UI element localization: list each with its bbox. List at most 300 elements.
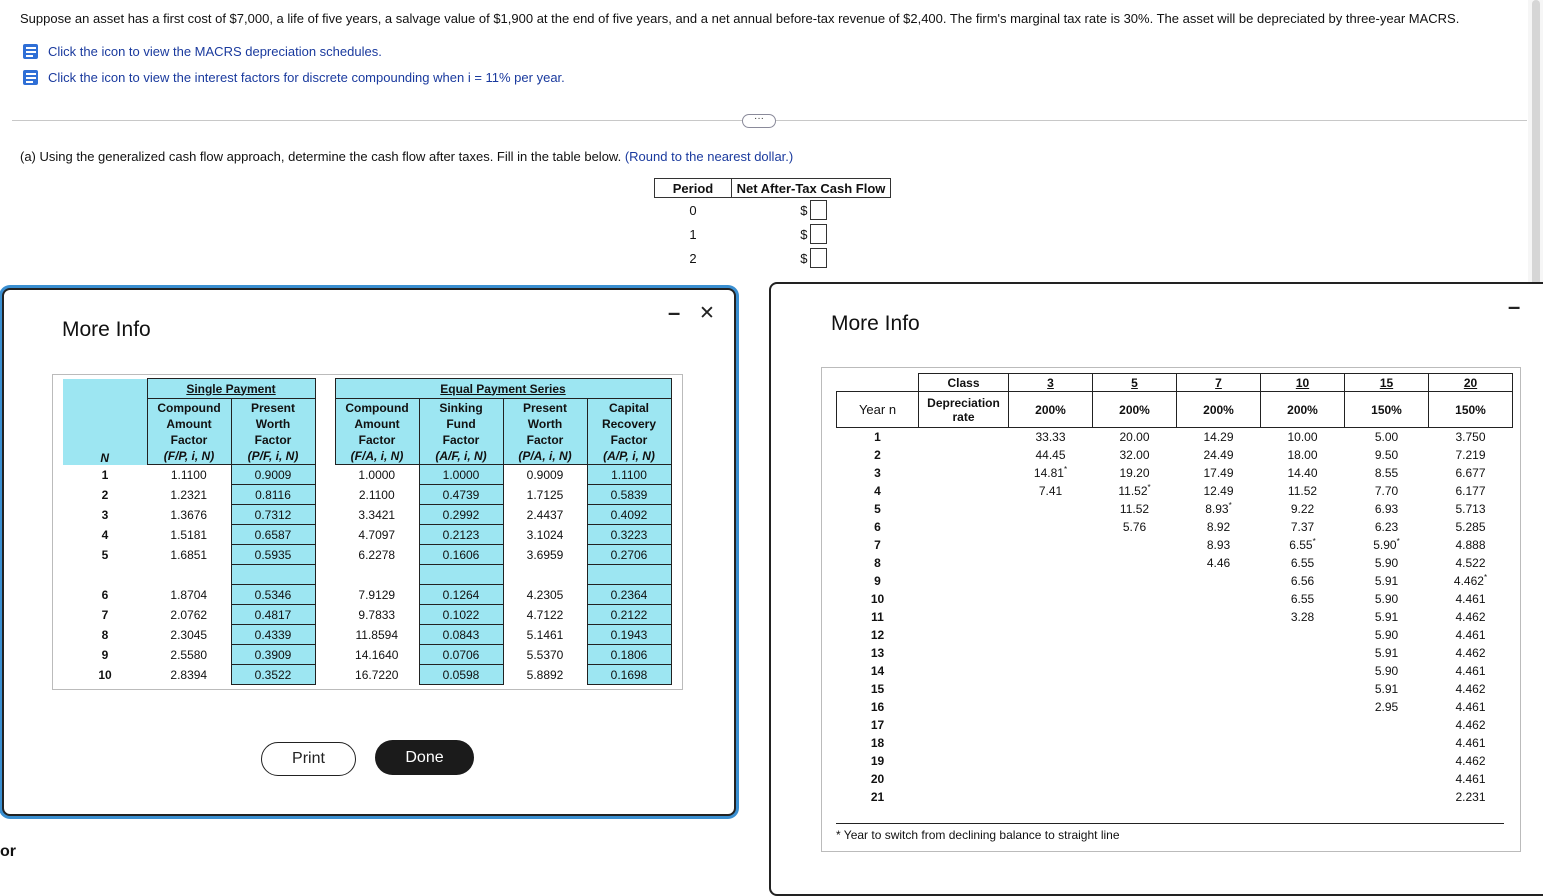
rate-cell: 9.50	[1374, 447, 1399, 462]
table-row	[837, 626, 1513, 644]
year-cell: 19	[870, 753, 885, 768]
print-button[interactable]: Print	[261, 742, 356, 776]
rate-cell	[1009, 572, 1093, 590]
period-cell: 1	[689, 226, 697, 242]
method-header: 150%	[1345, 392, 1429, 428]
rate-cell: 6.177	[1455, 483, 1486, 498]
factor-cell: 16.7220	[355, 667, 399, 682]
period-header: Period	[655, 179, 732, 198]
rate-cell: 7.37	[1290, 519, 1315, 534]
rate-cell: 6.55	[1290, 591, 1315, 606]
table-row	[837, 788, 1513, 806]
year-header: Year n	[837, 392, 919, 428]
rate-cell	[1009, 788, 1093, 806]
n-cell: 1	[101, 467, 109, 482]
rate-cell	[1009, 608, 1093, 626]
rate-cell	[1093, 752, 1177, 770]
rate-cell: 4.461	[1455, 699, 1486, 714]
factor-cell: 0.2122	[587, 605, 671, 625]
table-row	[837, 752, 1513, 770]
interest-table-body	[63, 465, 671, 685]
rate-cell	[1009, 716, 1093, 734]
class-header: 5	[1093, 374, 1177, 392]
factor-cell: 0.3223	[587, 525, 671, 545]
cashflow-input[interactable]	[810, 248, 827, 268]
rate-cell: 11.52	[1287, 483, 1318, 498]
rate-cell	[1093, 698, 1177, 716]
factor-cell: 0.3909	[231, 645, 315, 665]
n-cell: 5	[101, 547, 109, 562]
table-row	[63, 585, 671, 605]
factor-cell: 0.9009	[231, 465, 315, 485]
table-row	[837, 662, 1513, 680]
rate-cell	[1177, 752, 1261, 770]
factor-cell: 0.2123	[419, 525, 503, 545]
cashflow-header: Net After-Tax Cash Flow	[732, 179, 891, 198]
problem-statement: Suppose an asset has a first cost of $7,000, a life of five years, a salvage value of $1,900 at the end of five years, and a net annual before-tax revenue of $2,400. The firm's marginal tax rate is 30%. The asset will be depreciated by three-year MACRS.	[20, 11, 1460, 26]
question-text: (a) Using the generalized cash flow approach, determine the cash flow after taxes. Fill in the table below. (Round to the nearest dollar.)	[20, 149, 794, 164]
class-header: 15	[1345, 374, 1429, 392]
factor-cell: 1.1100	[170, 467, 207, 482]
year-cell: 14	[870, 663, 885, 678]
rate-cell	[1261, 698, 1345, 716]
rate-cell	[1345, 770, 1429, 788]
rate-cell	[1345, 788, 1429, 806]
rate-cell	[1009, 554, 1093, 572]
rate-cell	[1177, 788, 1261, 806]
factor-cell: 1.0000	[358, 467, 396, 482]
expand-button[interactable]: ···	[742, 114, 776, 128]
rate-cell: 4.461	[1455, 771, 1486, 786]
rate-cell: 3.750	[1455, 429, 1486, 444]
interest-factors-link[interactable]	[22, 69, 565, 86]
method-header: 200%	[1009, 392, 1093, 428]
year-cell: 17	[870, 717, 885, 732]
rate-cell: 11.52*	[1118, 483, 1151, 498]
year-cell: 3	[874, 465, 881, 480]
factor-cell: 0.7312	[231, 505, 315, 525]
interest-link-text[interactable]: Click the icon to view the interest factors for discrete compounding when i = 11% per year.	[48, 70, 565, 85]
interest-factors-table	[63, 378, 672, 685]
table-row	[837, 446, 1513, 464]
method-header: 200%	[1261, 392, 1345, 428]
rate-cell	[1345, 734, 1429, 752]
rate-cell: 33.33	[1035, 429, 1066, 444]
rate-cell	[1009, 752, 1093, 770]
rate-cell	[1093, 644, 1177, 662]
column-header: Compound Amount Factor (F/A, i, N)	[335, 399, 419, 465]
rate-cell	[1093, 536, 1177, 554]
factor-cell: 3.6959	[526, 547, 564, 562]
table-row	[837, 572, 1513, 590]
rate-cell	[1261, 626, 1345, 644]
column-header: Capital Recovery Factor (A/P, i, N)	[587, 399, 671, 465]
class-header: 7	[1177, 374, 1261, 392]
rate-cell	[1261, 662, 1345, 680]
year-cell: 9	[874, 573, 881, 588]
currency-symbol: $	[800, 202, 808, 218]
minimize-button[interactable]: –	[668, 300, 681, 325]
rate-cell: 20.00	[1119, 429, 1150, 444]
table-row	[837, 770, 1513, 788]
rate-cell: 14.40	[1287, 465, 1318, 480]
rate-cell	[1093, 662, 1177, 680]
n-cell: 6	[101, 587, 109, 602]
factor-cell: 1.6851	[170, 547, 208, 562]
table-row	[837, 608, 1513, 626]
rate-cell	[1093, 554, 1177, 572]
rate-cell	[1093, 680, 1177, 698]
done-button[interactable]: Done	[375, 740, 474, 775]
method-header: 200%	[1177, 392, 1261, 428]
rate-cell	[1177, 716, 1261, 734]
rate-cell: 2.95	[1374, 699, 1399, 714]
rounding-hint: (Round to the nearest dollar.)	[624, 149, 794, 164]
table-row	[837, 644, 1513, 662]
factor-cell: 0.2706	[587, 545, 671, 565]
macrs-link-text[interactable]: Click the icon to view the MACRS depreciation schedules.	[48, 44, 382, 59]
factor-cell: 0.0706	[419, 645, 503, 665]
n-cell: 4	[101, 527, 109, 542]
factor-cell: 0.2364	[587, 585, 671, 605]
spacer-row	[63, 565, 671, 585]
rate-cell: 8.93	[1206, 537, 1231, 552]
edge-text-fragment: or	[0, 843, 16, 860]
table-row	[837, 734, 1513, 752]
factor-cell: 2.8394	[170, 667, 208, 682]
table-row	[837, 590, 1513, 608]
rate-cell: 10.00	[1287, 429, 1318, 444]
factor-cell: 0.3522	[231, 665, 315, 685]
factor-cell: 5.1461	[526, 627, 564, 642]
rate-cell: 4.461	[1455, 627, 1486, 642]
table-row	[837, 518, 1513, 536]
macrs-table	[836, 373, 1513, 806]
year-cell: 16	[870, 699, 885, 714]
rate-cell	[1093, 608, 1177, 626]
rate-cell: 6.677	[1455, 465, 1486, 480]
year-cell: 15	[870, 681, 885, 696]
rate-cell	[1177, 608, 1261, 626]
table-row	[655, 246, 891, 270]
column-header: Present Worth Factor (P/A, i, N)	[503, 399, 587, 465]
period-cell: 2	[689, 250, 697, 266]
factor-cell: 3.1024	[526, 527, 564, 542]
book-icon[interactable]	[22, 43, 40, 60]
footnote-rule	[836, 823, 1504, 824]
rate-cell	[1009, 770, 1093, 788]
factor-cell: 5.5370	[526, 647, 564, 662]
rate-cell	[1009, 698, 1093, 716]
rate-cell	[1261, 788, 1345, 806]
factor-cell: 1.0000	[419, 465, 503, 485]
factor-cell: 5.8892	[526, 667, 564, 682]
rate-cell	[1009, 644, 1093, 662]
cashflow-input[interactable]	[810, 200, 827, 220]
rate-cell	[1177, 590, 1261, 608]
n-cell: 9	[101, 647, 109, 662]
factor-cell: 2.1100	[358, 487, 395, 502]
rate-cell: 5.90	[1374, 627, 1399, 642]
factor-cell: 0.0598	[419, 665, 503, 685]
rate-cell: 5.90	[1374, 555, 1399, 570]
year-cell: 13	[870, 645, 885, 660]
rate-cell	[1177, 662, 1261, 680]
year-cell: 21	[870, 789, 885, 804]
rate-cell	[1177, 626, 1261, 644]
factor-cell: 0.2992	[419, 505, 503, 525]
period-cell: 0	[689, 202, 697, 218]
close-button[interactable]: ✕	[699, 303, 715, 324]
rate-cell	[1009, 536, 1093, 554]
minimize-button[interactable]: –	[1508, 294, 1521, 319]
table-row	[837, 482, 1513, 500]
table-row	[655, 198, 891, 223]
table-row	[837, 500, 1513, 518]
rate-cell	[1177, 698, 1261, 716]
rate-cell: 4.462	[1455, 753, 1486, 768]
factor-cell: 7.9129	[358, 587, 396, 602]
year-cell: 4	[874, 483, 881, 498]
table-row	[655, 222, 891, 246]
class-header: 20	[1429, 374, 1513, 392]
class-header: 10	[1261, 374, 1345, 392]
table-row	[837, 464, 1513, 482]
rate-cell: 4.461	[1455, 591, 1486, 606]
rate-cell: 7.41	[1038, 483, 1063, 498]
table-row	[837, 698, 1513, 716]
year-cell: 11	[871, 609, 884, 624]
rate-cell	[1177, 680, 1261, 698]
factor-cell: 0.1022	[419, 605, 503, 625]
rate-cell	[1009, 680, 1093, 698]
factor-cell: 2.0762	[170, 607, 208, 622]
factor-cell: 2.4437	[526, 507, 564, 522]
n-cell: 2	[101, 487, 109, 502]
factor-cell: 0.1264	[419, 585, 503, 605]
rate-cell: 8.55	[1374, 465, 1399, 480]
rate-cell: 4.46	[1206, 555, 1231, 570]
factor-cell: 6.2278	[358, 547, 396, 562]
currency-symbol: $	[800, 250, 808, 266]
rate-cell: 4.461	[1455, 735, 1486, 750]
table-row	[63, 645, 671, 665]
rate-cell: 5.90	[1374, 591, 1399, 606]
rate-cell	[1009, 500, 1093, 518]
factor-cell: 0.5935	[231, 545, 315, 565]
table-row	[63, 485, 671, 505]
table-row	[63, 505, 671, 525]
factor-cell: 1.1100	[587, 465, 671, 485]
factor-cell: 1.5181	[170, 527, 208, 542]
rate-cell: 12.49	[1203, 483, 1234, 498]
rate-cell: 19.20	[1119, 465, 1150, 480]
class-header: 3	[1009, 374, 1093, 392]
rate-cell	[1261, 752, 1345, 770]
factor-cell: 0.5346	[231, 585, 315, 605]
rate-cell	[1261, 734, 1345, 752]
rate-cell: 5.90	[1374, 663, 1399, 678]
rate-cell	[1177, 734, 1261, 752]
factor-cell: 0.1698	[587, 665, 671, 685]
rate-cell	[1093, 734, 1177, 752]
rate-cell: 4.462	[1455, 645, 1486, 660]
factor-cell: 4.7122	[526, 607, 564, 622]
year-cell: 7	[874, 537, 881, 552]
n-header: N	[63, 399, 147, 465]
rate-cell	[1009, 626, 1093, 644]
year-cell: 1	[874, 429, 881, 444]
table-row	[63, 525, 671, 545]
rate-cell: 4.462	[1455, 717, 1486, 732]
rate-cell: 11.52	[1119, 501, 1150, 516]
rate-cell	[1093, 770, 1177, 788]
currency-symbol: $	[800, 226, 808, 242]
factor-cell: 0.1806	[587, 645, 671, 665]
factor-cell: 0.6587	[231, 525, 315, 545]
rate-cell: 6.23	[1374, 519, 1399, 534]
rate-cell: 4.462	[1455, 681, 1486, 696]
rate-cell: 18.00	[1287, 447, 1318, 462]
rate-cell	[1177, 572, 1261, 590]
n-cell: 3	[101, 507, 109, 522]
table-row	[837, 536, 1513, 554]
rate-cell: 17.49	[1203, 465, 1234, 480]
rate-cell	[1345, 716, 1429, 734]
rate-cell: 8.93*	[1205, 501, 1232, 516]
rate-cell: 5.713	[1455, 501, 1486, 516]
footnote: * Year to switch from declining balance to straight line	[836, 828, 1120, 842]
rate-cell: 6.55	[1290, 555, 1315, 570]
rate-cell	[1345, 752, 1429, 770]
column-header: Compound Amount Factor (F/P, i, N)	[147, 399, 231, 465]
year-cell: 20	[870, 771, 885, 786]
rate-cell: 14.81*	[1033, 465, 1068, 480]
factor-cell: 1.7125	[526, 487, 564, 502]
equal-payment-header: Equal Payment Series	[335, 379, 671, 399]
rate-cell: 14.29	[1203, 429, 1234, 444]
column-header: Sinking Fund Factor (A/F, i, N)	[419, 399, 503, 465]
rate-cell: 7.219	[1455, 447, 1486, 462]
rate-cell: 24.49	[1203, 447, 1234, 462]
factor-cell: 9.7833	[358, 607, 396, 622]
rate-cell: 4.522	[1455, 555, 1486, 570]
rate-cell: 5.00	[1374, 429, 1399, 444]
rate-cell	[1093, 716, 1177, 734]
modal-title: More Info	[62, 318, 151, 341]
factor-cell: 0.5839	[587, 485, 671, 505]
rate-cell: 4.462	[1455, 609, 1486, 624]
table-row	[837, 554, 1513, 572]
rate-cell	[1093, 788, 1177, 806]
answer-table	[654, 178, 891, 270]
rate-cell	[1093, 572, 1177, 590]
rate-cell: 9.22	[1290, 501, 1315, 516]
year-cell: 18	[870, 735, 885, 750]
factor-cell: 0.4817	[231, 605, 315, 625]
factor-cell: 1.3676	[170, 507, 208, 522]
factor-cell: 1.8704	[170, 587, 208, 602]
table-row	[63, 665, 671, 685]
factor-cell: 4.7097	[358, 527, 396, 542]
single-payment-header: Single Payment	[147, 379, 315, 399]
table-row	[837, 428, 1513, 446]
table-row	[837, 680, 1513, 698]
rate-cell	[1093, 626, 1177, 644]
factor-cell: 0.1943	[587, 625, 671, 645]
macrs-schedule-link[interactable]	[22, 43, 382, 60]
factor-cell: 0.1606	[419, 545, 503, 565]
factor-cell: 2.5580	[170, 647, 208, 662]
factor-cell: 11.8594	[355, 627, 398, 642]
year-cell: 12	[870, 627, 885, 642]
rate-cell: 5.285	[1455, 519, 1486, 534]
year-cell: 5	[874, 501, 881, 516]
rate-cell	[1261, 770, 1345, 788]
book-icon[interactable]	[22, 69, 40, 86]
rate-cell: 5.91	[1374, 681, 1399, 696]
cashflow-input[interactable]	[810, 224, 827, 244]
factor-cell: 0.9009	[526, 467, 564, 482]
rate-cell: 6.93	[1374, 501, 1399, 516]
year-cell: 10	[870, 591, 885, 606]
table-row	[63, 605, 671, 625]
table-row	[63, 545, 671, 565]
table-row	[837, 716, 1513, 734]
method-header: 200%	[1093, 392, 1177, 428]
method-header: 150%	[1429, 392, 1513, 428]
n-cell: 8	[101, 627, 109, 642]
rate-cell	[1261, 680, 1345, 698]
rate-cell	[1009, 662, 1093, 680]
rate-cell: 5.91	[1374, 609, 1399, 624]
rate-cell	[1177, 770, 1261, 788]
rate-cell: 32.00	[1119, 447, 1150, 462]
factor-cell: 1.2321	[170, 487, 208, 502]
rate-cell	[1261, 716, 1345, 734]
rate-cell	[1177, 644, 1261, 662]
rate-cell: 4.462*	[1453, 573, 1488, 588]
rate-cell: 5.91	[1374, 573, 1399, 588]
factor-cell: 2.3045	[170, 627, 208, 642]
factor-cell: 4.2305	[526, 587, 564, 602]
rate-cell	[1093, 590, 1177, 608]
rate-cell: 4.888	[1455, 537, 1486, 552]
rate-cell: 7.70	[1374, 483, 1399, 498]
n-cell: 7	[101, 607, 109, 622]
rate-cell: 5.91	[1374, 645, 1399, 660]
year-cell: 2	[874, 447, 881, 462]
rate-header: Depreciation rate	[919, 392, 1009, 428]
rate-cell: 5.90*	[1373, 537, 1400, 552]
rate-cell	[1009, 518, 1093, 536]
rate-cell: 6.56	[1290, 573, 1315, 588]
factor-cell: 14.1640	[355, 647, 399, 662]
rate-cell	[1009, 734, 1093, 752]
macrs-table-body	[837, 374, 1513, 806]
factor-cell: 0.0843	[419, 625, 503, 645]
factor-cell: 0.4739	[419, 485, 503, 505]
rate-cell: 6.55*	[1289, 537, 1316, 552]
table-row	[63, 465, 671, 485]
rate-cell: 4.461	[1455, 663, 1486, 678]
rate-cell: 2.231	[1455, 789, 1486, 804]
class-label: Class	[919, 374, 1009, 392]
year-cell: 6	[874, 519, 881, 534]
rate-cell	[1009, 590, 1093, 608]
factor-cell: 0.4092	[587, 505, 671, 525]
rate-cell: 3.28	[1290, 609, 1315, 624]
